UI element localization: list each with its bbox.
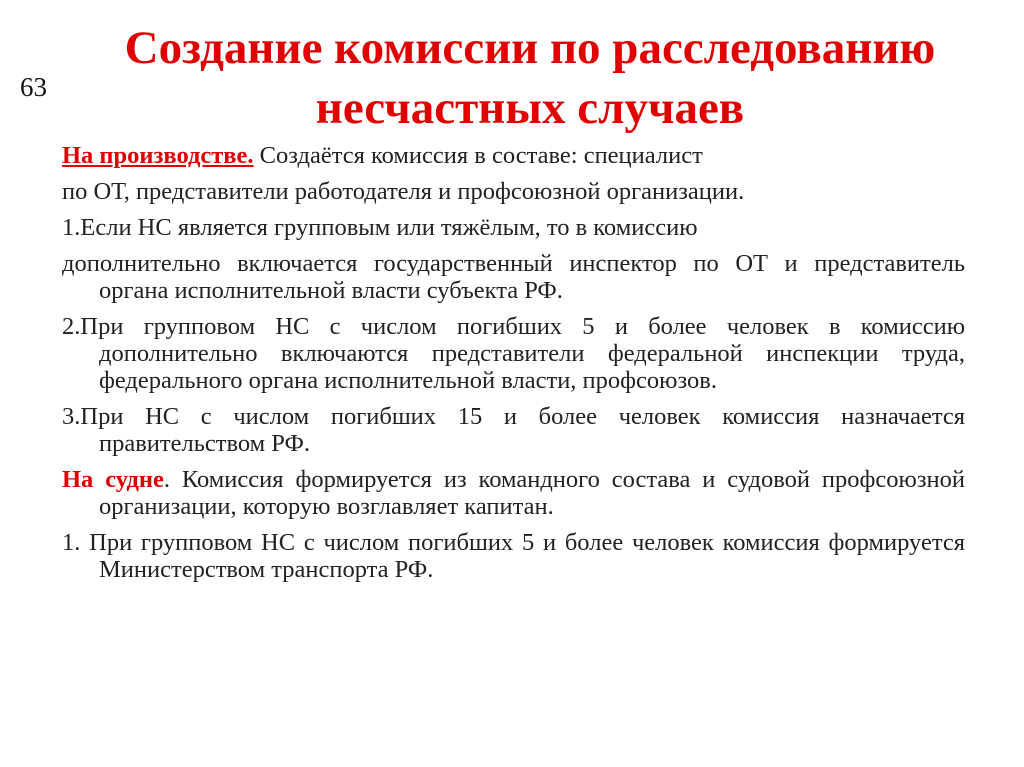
slide-number: 63 [20, 72, 47, 102]
paragraph-item-3: 3.При НС с числом погибших 15 и более человек комиссия назначается правительством РФ. [62, 403, 965, 457]
slide-title [40, 18, 1020, 138]
slide-title-line-2: несчастных случаев [315, 82, 745, 134]
paragraph-commission-members: по ОТ, представители работодателя и профсоюзной организации. [62, 178, 745, 205]
slide-body [62, 142, 965, 592]
paragraph-item-1-continued: дополнительно включается государственный инспектор по ОТ и представитель органа исполнительной власти субъекта РФ. [62, 250, 965, 304]
paragraph-production-intro [62, 142, 965, 169]
slide-title-line-1: Создание комиссии по расследованию [124, 22, 936, 74]
paragraph-text: Создаётся комиссия в составе: специалист [253, 142, 703, 169]
paragraph-ship-intro [62, 466, 965, 520]
section-heading-ship: На судне [62, 466, 164, 493]
paragraph-ship-item-1: 1. При групповом НС с числом погибших 5 и более человек комиссия формируется Министерством транспорта РФ. [62, 529, 965, 583]
paragraph-item-1: 1.Если НС является групповым или тяжёлым, то в комиссию [62, 214, 698, 241]
paragraph-item-2: 2.При групповом НС с числом погибших 5 и более человек в комиссию дополнительно включаются представители федеральной инспекции труда, федерального органа исполнительной власти, профсоюзов. [62, 313, 965, 394]
paragraph-text: . Комиссия формируется из командного состава и судовой профсоюзной организации, которую возглавляет капитан. [99, 466, 965, 520]
section-heading-production: На производстве. [62, 142, 254, 169]
